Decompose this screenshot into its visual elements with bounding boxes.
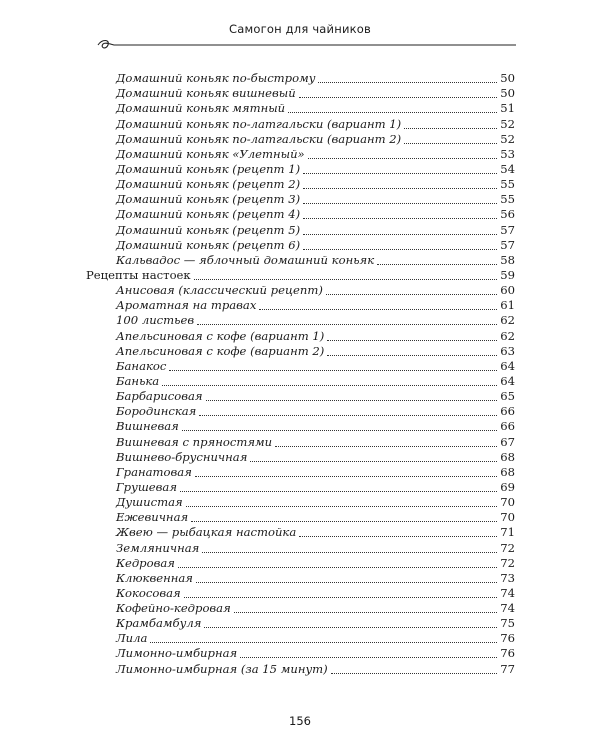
toc-entry-title: Ароматная на травах [116,298,257,313]
toc-entry [86,450,515,465]
toc-entry-title: Кокосовая [116,585,181,600]
toc-entry-title: Домашний коньяк (рецепт 5) [116,222,301,237]
toc-entry-title: Вишнево-брусничная [116,449,248,464]
dot-leader [162,384,497,386]
toc-entry-page: 61 [500,298,515,313]
dot-leader [303,248,497,250]
toc-entry-page: 52 [500,131,515,146]
dot-leader [303,172,497,174]
dot-leader [250,460,497,462]
toc-entry-page: 59 [500,267,515,282]
toc-entry-title: Домашний коньяк по-латгальски (вариант 1) [116,116,402,131]
toc-entry-title: Апельсиновая с кофе (вариант 2) [116,343,325,358]
toc-entry [86,495,515,510]
dot-leader [303,187,497,189]
toc-entry-page: 77 [500,661,515,676]
toc-entry [86,510,515,525]
toc-entry [86,268,515,283]
toc-entry [86,556,515,571]
toc-entry-page: 64 [500,358,515,373]
toc-entry-page: 62 [500,328,515,343]
toc-entry-page: 55 [500,192,515,207]
toc-entry-title: Домашний коньяк по-латгальски (вариант 2) [116,131,402,146]
dot-leader [169,369,497,371]
dot-leader [259,308,497,310]
toc-entry [86,328,515,343]
toc-entry-page: 73 [500,570,515,585]
toc-entry [86,631,515,646]
dot-leader [194,278,498,280]
toc-entry-title: Кедровая [116,555,175,570]
toc-entry [86,116,515,131]
toc-entry-page: 50 [500,71,515,86]
toc-entry-title: Бородинская [116,404,197,419]
dot-leader [184,596,498,598]
dot-leader [186,505,498,507]
toc-entry-page: 58 [500,252,515,267]
toc-entry [86,616,515,631]
toc-entry [86,298,515,313]
toc-entry-page: 66 [500,404,515,419]
toc-entry [86,571,515,586]
toc-entry [86,71,515,86]
toc-entry-page: 55 [500,177,515,192]
toc-entry [86,162,515,177]
toc-entry [86,207,515,222]
toc-entry [86,586,515,601]
toc-entry-title: Барбарисовая [116,389,203,404]
dot-leader [182,429,497,431]
dot-leader [404,127,497,129]
toc-entry-title: Вишневая с пряностями [116,434,273,449]
toc-entry-page: 72 [500,555,515,570]
toc-entry [86,86,515,101]
toc-entry [86,101,515,116]
toc-entry-page: 65 [500,389,515,404]
page-number: 156 [289,714,311,728]
toc-entry [86,374,515,389]
dot-leader [299,535,497,537]
toc-entry-title: Кофейно-кедровая [116,601,231,616]
toc-entry-page: 68 [500,449,515,464]
dot-leader [327,339,497,341]
toc-entry-title: Крамбамбуля [116,616,202,631]
toc-entry-title: Апельсиновая с кофе (вариант 1) [116,328,325,343]
toc-entry [86,646,515,661]
toc-entry [86,238,515,253]
toc-entry-page: 70 [500,510,515,525]
toc-entry-page: 72 [500,540,515,555]
toc-entry-title: Домашний коньяк по-быстрому [116,71,316,86]
toc-entry [86,253,515,268]
toc-entry-page: 75 [500,616,515,631]
dot-leader [196,581,497,583]
toc-entry-page: 66 [500,419,515,434]
dot-leader [377,263,497,265]
dot-leader [303,202,497,204]
toc-entry [86,540,515,555]
toc-entry-title: Клюквенная [116,570,193,585]
toc-entry-title: Анисовая (классический рецепт) [116,283,323,298]
toc-entry-page: 68 [500,464,515,479]
toc-entry [86,389,515,404]
dot-leader [234,611,497,613]
toc-entry-page: 71 [500,525,515,540]
dot-leader [303,233,497,235]
toc-entry [86,601,515,616]
toc-entry-title: Грушевая [116,479,178,494]
dot-leader [191,520,497,522]
toc-entry-title: Гранатовая [116,464,192,479]
toc-entry [86,525,515,540]
toc-entry [86,147,515,162]
toc-entry [86,465,515,480]
dot-leader [240,656,497,658]
toc-entry [86,177,515,192]
toc-entry-title: Домашний коньяк (рецепт 2) [116,177,301,192]
toc-entry-page: 64 [500,373,515,388]
dot-leader [331,672,498,674]
toc-entry-page: 53 [500,146,515,161]
dot-leader [178,566,497,568]
toc-entry [86,283,515,298]
toc-entry-title: Лимонно-имбирная (за 15 минут) [116,661,328,676]
toc-entry-title: Лила [116,631,148,646]
toc-entry-title: Банька [116,373,160,388]
toc-entry-title: Домашний коньяк (рецепт 1) [116,161,301,176]
toc-entry [86,404,515,419]
toc-entry [86,480,515,495]
toc-entry-title: Вишневая [116,419,179,434]
toc-entry-title: Рецепты настоек [86,267,191,282]
toc-entry-title: Жвею — рыбацкая настойка [116,525,297,540]
toc-entry-page: 60 [500,283,515,298]
dot-leader [318,81,497,83]
dot-leader [150,641,497,643]
dot-leader [326,293,497,295]
running-header: Самогон для чайников [229,22,371,36]
toc-entry-page: 63 [500,343,515,358]
header-flourish-rule [96,36,516,52]
toc-entry-title: Ежевичная [116,510,189,525]
dot-leader [288,111,497,113]
toc-entry-page: 54 [500,161,515,176]
toc-entry-title: Домашний коньяк (рецепт 4) [116,207,301,222]
toc-entry-title: Кальвадос — яблочный домашний коньяк [116,252,375,267]
toc-entry [86,222,515,237]
dot-leader [327,354,497,356]
dot-leader [206,399,498,401]
toc-entry-page: 74 [500,601,515,616]
dot-leader [199,414,497,416]
toc-entry [86,419,515,434]
toc-entry [86,313,515,328]
toc-entry-page: 67 [500,434,515,449]
toc-entry-title: Домашний коньяк мятный [116,101,286,116]
toc-entry-page: 56 [500,207,515,222]
table-of-contents [86,71,515,677]
dot-leader [204,626,497,628]
dot-leader [308,157,498,159]
dot-leader [202,551,497,553]
toc-entry-page: 76 [500,631,515,646]
toc-entry-title: Земляничная [116,540,200,555]
toc-entry-title: Домашний коньяк «Улетный» [116,146,305,161]
dot-leader [404,142,497,144]
dot-leader [275,445,497,447]
toc-entry-title: 100 листьев [116,313,195,328]
toc-entry-page: 52 [500,116,515,131]
toc-entry-page: 57 [500,237,515,252]
dot-leader [195,475,497,477]
toc-entry-page: 51 [500,101,515,116]
toc-entry [86,192,515,207]
toc-entry-title: Домашний коньяк (рецепт 6) [116,237,301,252]
toc-entry-title: Душистая [116,495,183,510]
toc-entry [86,344,515,359]
toc-entry-title: Лимонно-имбирная [116,646,238,661]
dot-leader [303,217,497,219]
dot-leader [299,96,498,98]
toc-entry [86,661,515,676]
dot-leader [180,490,497,492]
toc-entry [86,359,515,374]
dot-leader [197,323,497,325]
toc-entry-page: 69 [500,479,515,494]
toc-entry-page: 62 [500,313,515,328]
toc-entry-page: 76 [500,646,515,661]
toc-entry [86,132,515,147]
toc-entry [86,434,515,449]
toc-entry-page: 57 [500,222,515,237]
toc-entry-page: 70 [500,495,515,510]
toc-entry-page: 50 [500,86,515,101]
toc-entry-page: 74 [500,585,515,600]
toc-entry-title: Банакос [116,358,167,373]
toc-entry-title: Домашний коньяк (рецепт 3) [116,192,301,207]
toc-entry-title: Домашний коньяк вишневый [116,86,296,101]
